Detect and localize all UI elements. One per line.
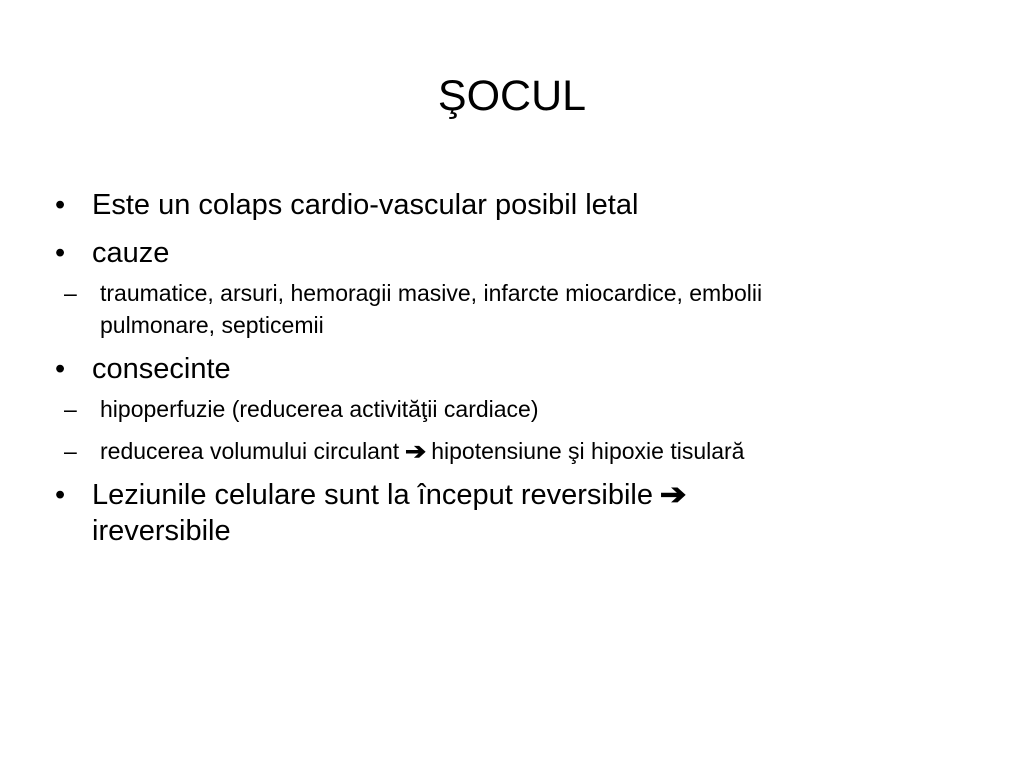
sub-item-text: traumatice, arsuri, hemoragii masive, infarcte miocardice, embolii pulmonare, septicemii [100, 280, 763, 338]
bullet-text-after: ireversibile [92, 515, 231, 547]
dash-icon: – [64, 438, 77, 464]
bullet-text-before: Leziunile celulare sunt la început reversibile [92, 479, 653, 511]
bullet-text: Este un colaps cardio-vascular posibil letal [92, 189, 639, 221]
sub-item-text-after: hipotensiune şi hipoxie tisulară [431, 438, 745, 464]
bullet-icon: • [55, 479, 66, 511]
dash-icon: – [64, 396, 77, 422]
sub-item-causes-list [55, 277, 840, 341]
sub-item-volume-reduction [55, 435, 960, 467]
sub-list-causes [55, 277, 955, 341]
sub-list-consequences [55, 393, 955, 467]
sub-item-hypoperfusion [55, 393, 840, 425]
right-arrow-icon: ➔ [404, 438, 426, 464]
bullet-icon: • [55, 353, 66, 385]
bullet-item-definition [55, 187, 955, 223]
right-arrow-icon: ➔ [659, 479, 687, 511]
bullet-item-causes [55, 235, 955, 341]
sub-item-text: hipoperfuzie (reducerea activităţii cardiace) [100, 396, 539, 422]
slide-title: ŞOCUL [437, 72, 587, 120]
dash-icon: – [64, 280, 77, 306]
bullet-list [55, 187, 955, 561]
bullet-item-lesions [55, 477, 812, 549]
sub-item-text-before: reducerea volumului circulant [100, 438, 400, 464]
bullet-item-consequences [55, 351, 955, 467]
bullet-text: consecinte [92, 353, 231, 385]
bullet-icon: • [55, 189, 66, 221]
bullet-icon: • [55, 237, 66, 269]
bullet-text: cauze [92, 237, 170, 269]
